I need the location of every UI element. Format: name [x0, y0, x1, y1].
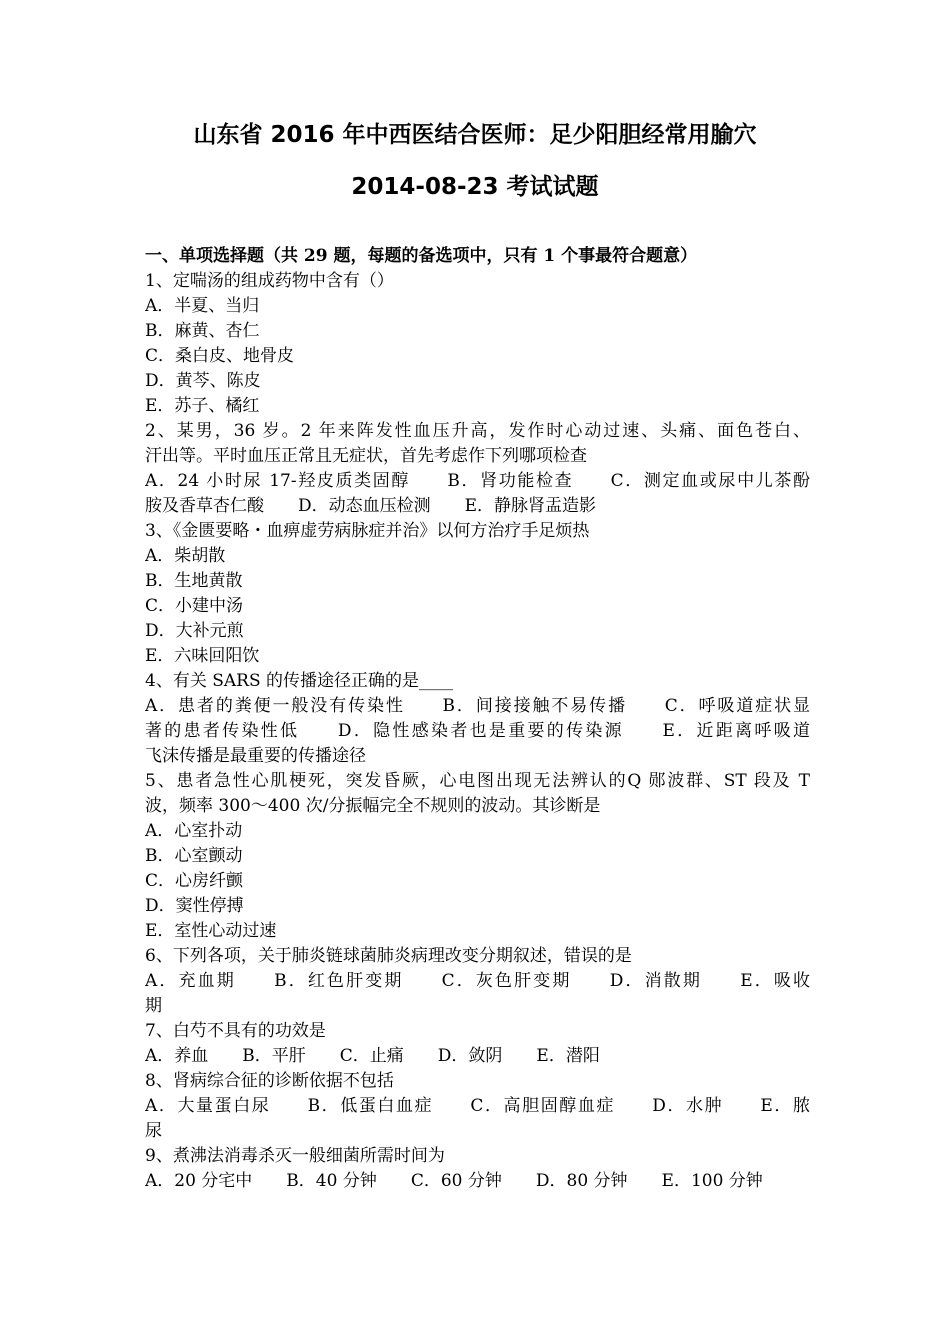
- option-line: E．六味回阳饮: [145, 646, 260, 666]
- question-line: 波，频率 300～400 次/分振幅完全不规则的波动。其诊断是: [145, 796, 601, 816]
- option-line: A．24 小时尿 17-羟皮质类固醇 B．肾功能检查 C．测定血或尿中儿茶酚: [145, 471, 810, 491]
- option-line: E．室性心动过速: [145, 921, 277, 941]
- option-line: D．大补元煎: [145, 621, 244, 641]
- option-line: A．养血 B．平肝 C．止痛 D．敛阴 E．潜阳: [145, 1046, 600, 1066]
- question-line: 1、定喘汤的组成药物中含有（）: [145, 271, 394, 291]
- option-line: E．苏子、橘红: [145, 396, 260, 416]
- option-line: A．半夏、当归: [145, 296, 260, 316]
- question-list: [145, 244, 810, 1194]
- option-line: A．充血期 B．红色肝变期 C．灰色肝变期 D．消散期 E．吸收: [145, 971, 810, 991]
- question-line: 5、患者急性心肌梗死，突发昏厥，心电图出现无法辨认的Q 郧波群、ST 段及 T: [145, 771, 810, 791]
- option-line: C．心房纤颤: [145, 871, 244, 891]
- option-line: 飞沫传播是最重要的传播途径: [145, 746, 366, 766]
- option-line: 著的患者传染性低 D．隐性感染者也是重要的传染源 E．近距离呼吸道: [145, 721, 810, 741]
- document-title-line-2: 2014-08-23 考试试题: [351, 174, 599, 200]
- option-line: B．生地黄散: [145, 571, 243, 591]
- option-line: B．心室颤动: [145, 846, 243, 866]
- option-line: 尿: [145, 1121, 162, 1141]
- option-line: C．小建中汤: [145, 596, 244, 616]
- section-heading: 一、单项选择题（共 29 题，每题的备选项中，只有 1 个事最符合题意）: [145, 246, 698, 266]
- option-line: A．柴胡散: [145, 546, 226, 566]
- option-line: D．黄芩、陈皮: [145, 371, 261, 391]
- option-line: C．桑白皮、地骨皮: [145, 346, 295, 366]
- option-line: 胺及香草杏仁酸 D．动态血压检测 E．静脉肾盂造影: [145, 496, 597, 516]
- question-line: 3、《金匮要略・血痹虚劳病脉症并治》以何方治疗手足烦热: [145, 521, 590, 541]
- question-line: 汗出等。平时血压正常且无症状，首先考虑作下列哪项检查: [145, 446, 587, 466]
- question-line: 6、下列各项，关于肺炎链球菌肺炎病理改变分期叙述，错误的是: [145, 946, 632, 966]
- question-line: 9、煮沸法消毒杀灭一般细菌所需时间为: [145, 1146, 445, 1166]
- option-line: B．麻黄、杏仁: [145, 321, 260, 341]
- question-line: 4、有关 SARS 的传播途径正确的是____: [145, 671, 453, 691]
- option-line: D．窦性停搏: [145, 896, 244, 916]
- document-title-line-1: 山东省 2016 年中西医结合医师：足少阳胆经常用腧穴: [193, 122, 757, 148]
- option-line: 期: [145, 996, 162, 1016]
- option-line: A．患者的粪便一般没有传染性 B．间接接触不易传播 C．呼吸道症状显: [145, 696, 810, 716]
- option-line: A．心室扑动: [145, 821, 243, 841]
- option-line: A．大量蛋白尿 B．低蛋白血症 C．高胆固醇血症 D．水肿 E．脓: [145, 1096, 810, 1116]
- question-line: 7、白芍不具有的功效是: [145, 1021, 326, 1041]
- option-line: A．20 分宅中 B．40 分钟 C．60 分钟 D．80 分钟 E．100 分钟: [145, 1171, 763, 1191]
- question-line: 2、某男，36 岁。2 年来阵发性血压升高，发作时心动过速、头痛、面色苍白、: [145, 421, 810, 441]
- question-line: 8、肾病综合征的诊断依据不包括: [145, 1071, 394, 1091]
